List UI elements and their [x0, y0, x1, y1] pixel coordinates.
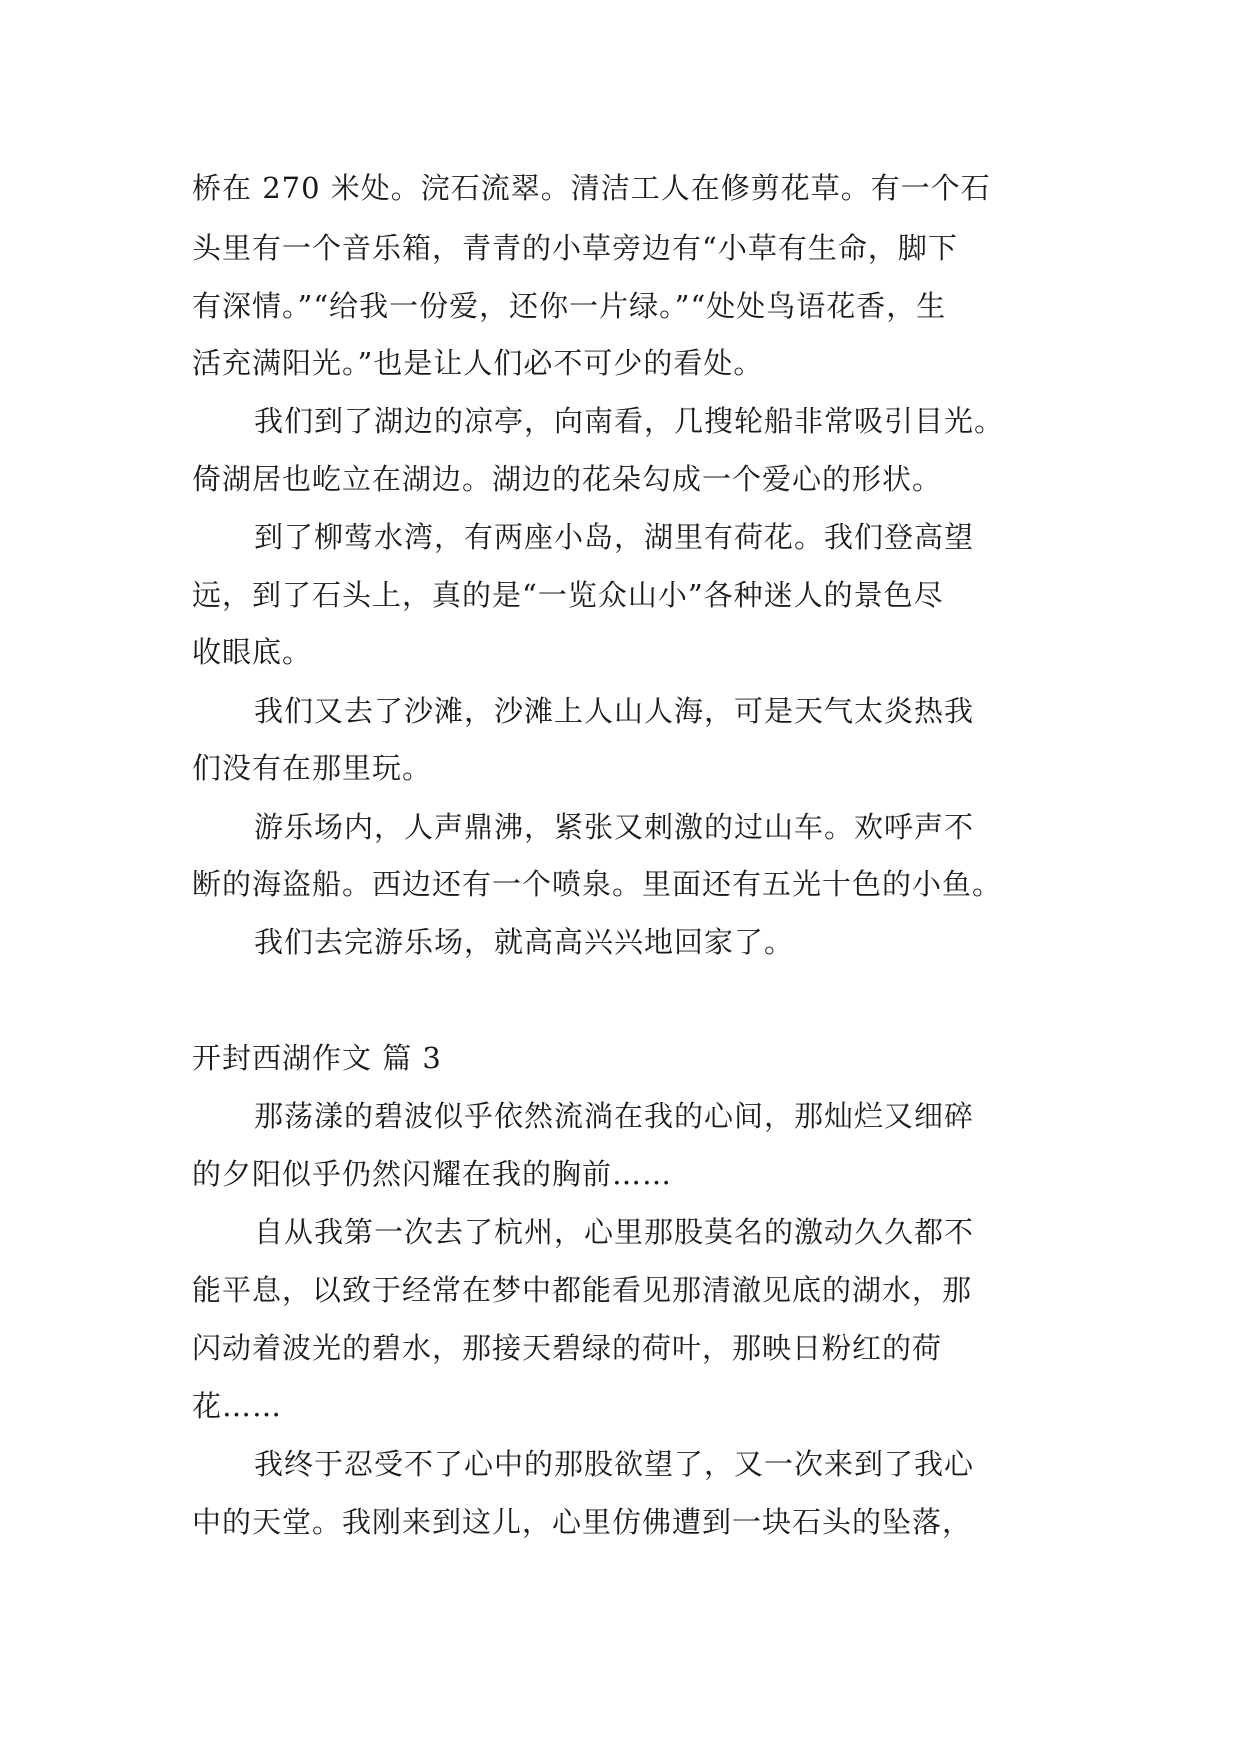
text-line: 桥在 270 米处。浣石流翠。清洁工人在修剪花草。有一个石 [192, 171, 991, 205]
text-line: 中的天堂。我刚来到这儿，心里仿佛遭到一块石头的坠落， [192, 1505, 973, 1539]
text-line: 活充满阳光。”也是让人们必不可少的看处。 [192, 346, 764, 380]
text-line: 闪动着波光的碧水，那接天碧绿的荷叶，那映日粉红的荷 [192, 1331, 943, 1365]
text-line: 断的海盗船。西边还有一个喷泉。里面还有五光十色的小鱼。 [192, 867, 1003, 901]
text-line: 自从我第一次去了杭州，心里那股莫名的激动久久都不 [254, 1215, 975, 1249]
text-line: 有深情。”“给我一份爱，还你一片绿。”“处处鸟语花香，生 [192, 289, 947, 323]
text-line: 我终于忍受不了心中的那股欲望了，又一次来到了我心 [254, 1447, 975, 1481]
text-line: 我们到了湖边的凉亭，向南看，几搜轮船非常吸引目光。 [254, 404, 1005, 438]
text-line: 的夕阳似乎仍然闪耀在我的胸前…… [192, 1157, 673, 1191]
text-line: 们没有在那里玩。 [192, 751, 433, 785]
section-heading: 开封西湖作文 篇 3 [192, 1041, 442, 1075]
text-line: 能平息，以致于经常在梦中都能看见那清澈见底的湖水，那 [192, 1273, 973, 1307]
text-line: 花…… [192, 1389, 283, 1423]
text-line: 到了柳莺水湾，有两座小岛，湖里有荷花。我们登高望 [254, 520, 975, 554]
text-line: 那荡漾的碧波似乎依然流淌在我的心间，那灿烂又细碎 [254, 1099, 975, 1133]
text-line: 游乐场内，人声鼎沸，紧张又刺激的过山车。欢呼声不 [254, 810, 975, 844]
text-line: 头里有一个音乐箱，青青的小草旁边有“小草有生命，脚下 [192, 231, 958, 265]
text-line: 远，到了石头上，真的是“一览众山小”各种迷人的景色尽 [192, 578, 944, 612]
text-line: 收眼底。 [192, 635, 313, 669]
text-line: 倚湖居也屹立在湖边。湖边的花朵勾成一个爱心的形状。 [192, 462, 943, 496]
text-line: 我们去完游乐场，就高高兴兴地回家了。 [254, 925, 795, 959]
text-line: 我们又去了沙滩，沙滩上人山人海，可是天气太炎热我 [254, 694, 975, 728]
